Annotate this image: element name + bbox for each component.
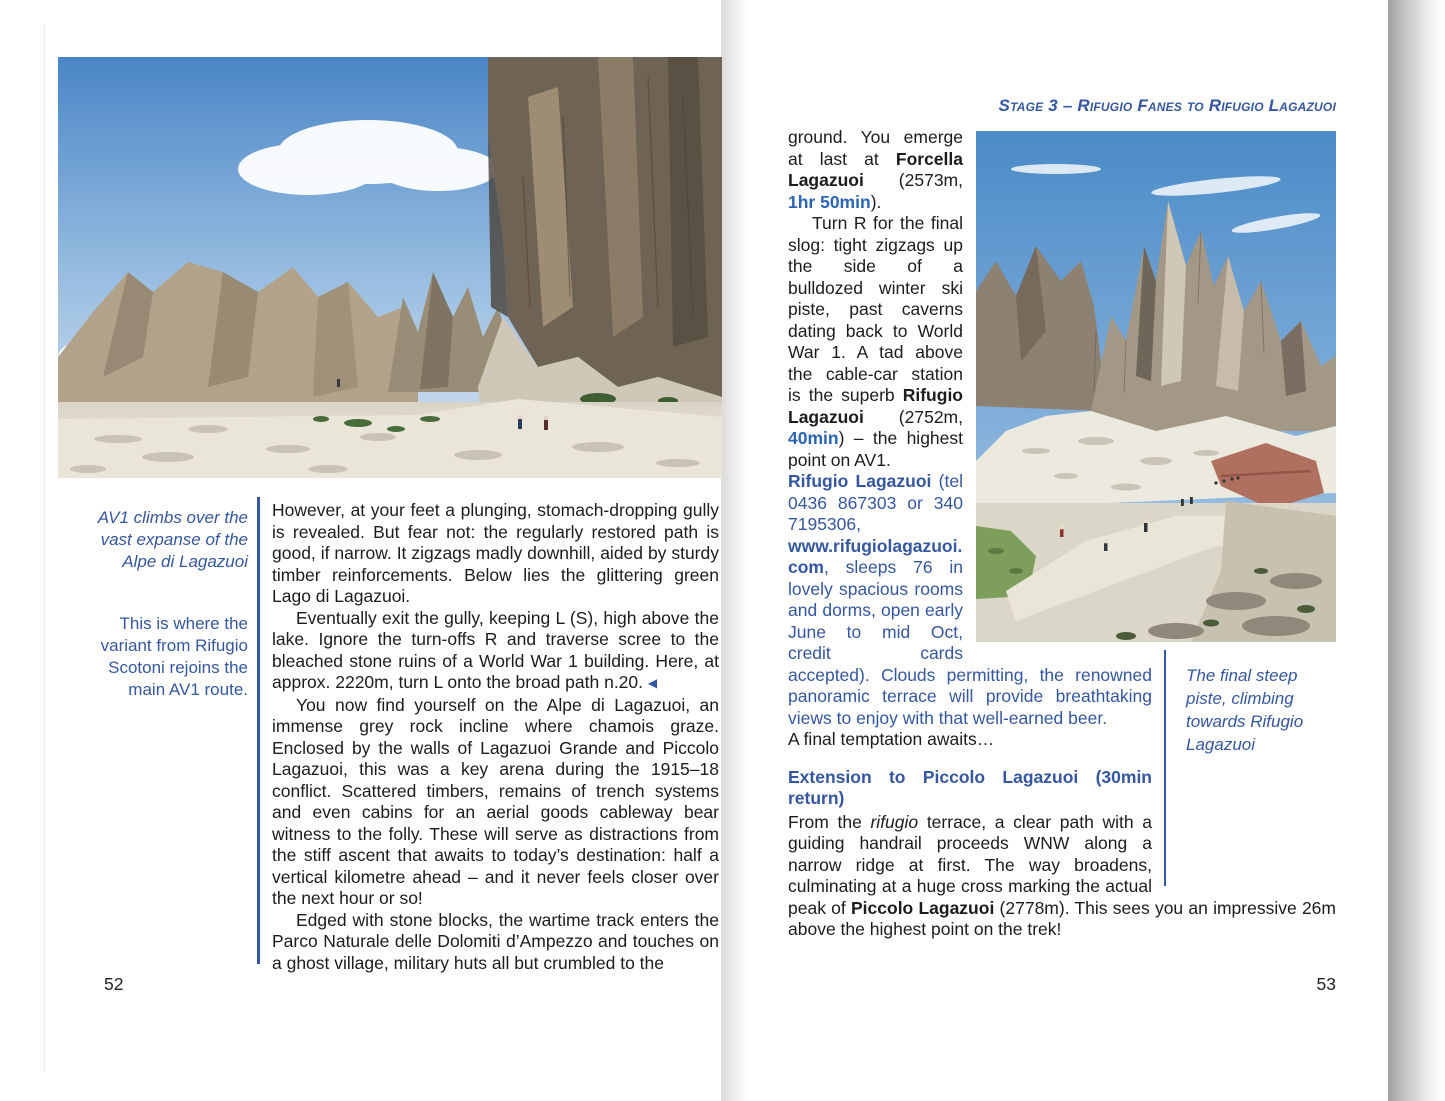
right-page-photo [976, 131, 1336, 642]
paragraph: You now find yourself on the Alpe di Lagazuoi, an immense grey rock incline where chamois graze. Enclosed by the walls of Lagazuoi Grande and Piccolo Lagazuoi, this was a key arena during the 1915–18 conflict. Scattered timbers, remains of trench systems and even cabins for an aerial goods cableway bear witness to the folly. These will serve as distractions from the stiff ascent that awaits to today’s destination: half a vertical kilometre ahead – and it never feels closer over the next hour or so! [272, 694, 719, 908]
running-head: Stage 3 – Rifugio Fanes to Rifugio Lagazuoi [998, 96, 1336, 115]
caption-divider-rule [257, 497, 260, 964]
right-page-edge [1388, 0, 1445, 1101]
left-page-body-text [272, 500, 719, 974]
left-page-photo [58, 57, 722, 478]
extension-paragraph: From the rifugio terrace, a clear path with a guiding handrail proceeds WNW along a narrow ridge at first. The way broadens, culminating at a huge cross marking the actual peak of Piccolo Lagazuoi (2778m). This sees you an impressive 26m above the highest point on the trek! [788, 811, 1336, 939]
caption-text: The final steep piste, climbing towards Rifugio Lagazuoi [1186, 666, 1304, 754]
paragraph: Edged with stone blocks, the wartime track enters the Parco Naturale delle Dolomiti d’Ampezzo and touches on a ghost village, military huts all but crumbled to the [272, 909, 719, 973]
paragraph: ground. You emerge at last at Forcella Lagazuoi (2573m, 1hr 50min). [788, 127, 963, 212]
paragraph: Turn R for the final slog: tight zigzags up the side of a bulldozed winter ski piste, past caverns dating back to World War 1. A tad above the cable-car station is the superb Rifugio Lagazuoi (2752m, 40min) – the highest point on AV1. [788, 213, 963, 470]
caption-lead: AV1 climbs over the vast expanse of the Alpe di Lagazuoi [97, 508, 248, 571]
extension-heading: Extension to Piccolo Lagazuoi (30min return) [788, 766, 1152, 808]
paragraph: However, at your feet a plunging, stomach-dropping gully is revealed. But fear not: the regularly restored path is good, if narrow. It zigzags madly downhill, aided by sturdy timber reinforcements. Below lies the glittering green Lago di Lagazuoi. [272, 500, 719, 606]
page-number-left: 52 [104, 974, 124, 994]
right-page-content [788, 127, 1336, 941]
paragraph: Eventually exit the gully, keeping L (S), high above the lake. Ignore the turn-offs R and traverse scree to the bleached stone ruins of a World War 1 building. Here, at approx. 2220m, turn L onto the broad path n.20. ◀ [272, 607, 719, 692]
left-photo-caption [95, 507, 248, 701]
page-number-right: 53 [1316, 974, 1336, 994]
book-spine-shadow [721, 0, 747, 1101]
right-photo-caption [1164, 650, 1336, 886]
lagazuoi-piste-illustration [976, 131, 1336, 642]
left-page-edge [44, 26, 45, 1070]
dolomites-panorama-illustration [58, 57, 722, 478]
rifugio-info-paragraph: Rifugio Lagazuoi (tel 0436 867303 or 340 7195306, www.rifugiolagazuoi.com, sleeps 76 in lovely spacious rooms and dorms, open early June to mid Oct, credit cards accepted). Clouds permitting, the renowned panoramic terrace will provide breathtaking views to enjoy with that well-earned beer. [788, 471, 1152, 728]
teaser-line: A final temptation awaits… [788, 729, 995, 749]
caption-note: This is where the variant from Rifugio Scotoni rejoins the main AV1 route. [100, 614, 248, 699]
